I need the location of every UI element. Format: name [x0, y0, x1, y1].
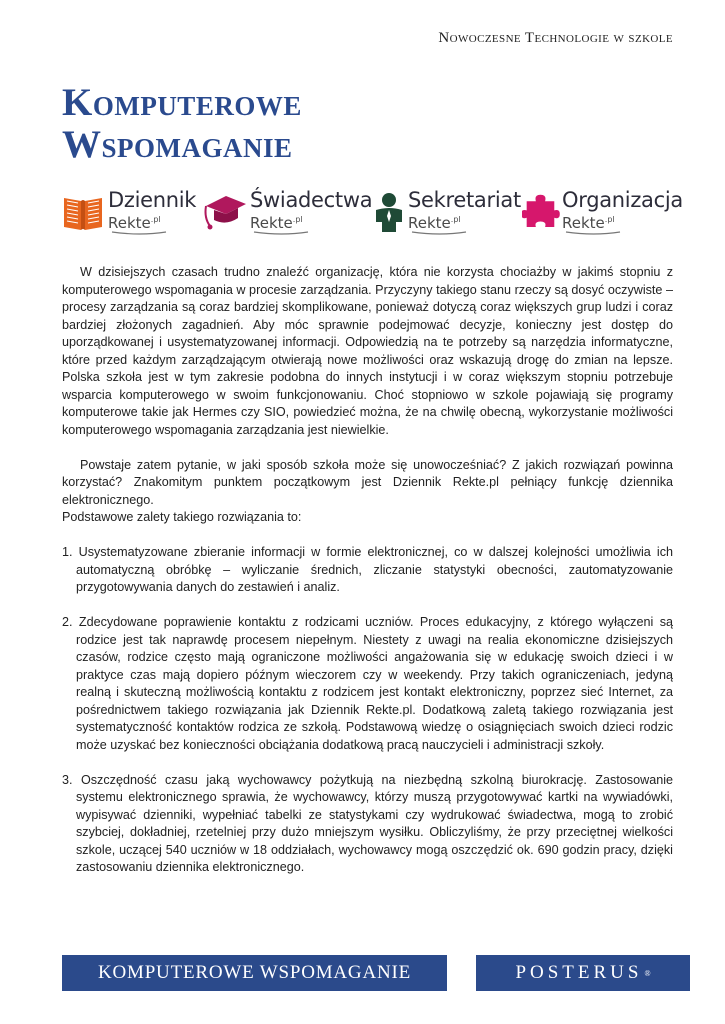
logo-dziennik-brand: Rekte$^{.pl}$: [108, 214, 161, 232]
logo-swiadectwa-brand: Rekte$^{.pl}$: [250, 214, 303, 232]
person-icon: [372, 192, 406, 232]
header-tagline: Nowoczesne Technologie w szkole: [438, 30, 673, 46]
article-body: [62, 264, 673, 877]
logo-sekretariat-brand: Rekte$^{.pl}$: [408, 214, 461, 232]
footer-section-label: KOMPUTEROWE WSPOMAGANIE: [62, 955, 447, 991]
product-logos: [62, 188, 682, 240]
graduation-cap-icon: [202, 192, 248, 232]
logo-dziennik-name: Dziennik: [108, 188, 197, 212]
swoosh-icon: [410, 230, 470, 236]
list-item-2: 2. Zdecydowane poprawienie kontaktu z rodzicami uczniów. Proces edukacyjny, z którego wyłączeni są rodzice jest tak naprawdę procesem niepełnym. Niestety z uwagi na realia ekonomiczne dzisiejszych czasów, rodzice często mają ograniczone możliwości angażowania się w edukację swoich dzieci i w praktyce czas mają dopiero późnym wieczorem czy w weekendy. Przy takich ograniczeniach, jedyną realną i skuteczną możliwością kontaktu z rodzicem jest kontakt elektroniczny, poprzez sieć Internet, za pośrednictwem takiego rozwiązania jak Dziennik Rekte.pl. Dodatkową zaletą takiego rozwiązania jest systematyczność kontaktów rodzica ze szkołą. Podstawową wiedzę o osiągnięciach swoich dzieci rodzic może uzyskać bez konieczności obciążania dodatkową pracą nauczycieli i administracji szkoły.: [62, 615, 673, 752]
logo-swiadectwa-name: Świadectwa: [250, 188, 373, 212]
swoosh-icon: [110, 230, 170, 236]
book-icon: [62, 192, 104, 232]
paragraph-question: Powstaje zatem pytanie, w jaki sposób szkoła może się unowocześniać? Z jakich rozwiązań powinna korzystać? Znakomitym punktem początkowym jest Dziennik Rekte.pl pełniący funkcję dziennika elektronicznego.: [62, 457, 673, 507]
list-item-3: 3. Oszczędność czasu jaką wychowawcy pożytkują na niezbędną szkolną biurokrację. Zastosowanie systemu elektronicznego sprawia, że wychowawcy, którzy muszą przygotowywać kartki na wywiadówki, wypisywać dzienniki, wypełniać tabelki ze statystykami czy wydrukować świadectwa, mogą to zrobić szybciej, dokładniej, rzetelniej przy dużo mniejszym wysiłku. Obliczyliśmy, że przy przeciętnej wielkości szkole, uczącej 540 uczniów w 18 oddziałach, wychowawcy mogą oszczędzić ok. 690 godzin pracy, dzięki zastosowaniu dziennika elektronicznego.: [62, 772, 673, 874]
logo-swiadectwa: [202, 188, 372, 240]
list-item-1: 1. Usystematyzowane zbieranie informacji w formie elektronicznej, co w dalszej kolejności umożliwia ich automatyczną obróbkę – wyliczanie średnich, zliczanie statystyki obecności, zautomatyzowanie przygotowywania danych do zestawień i analiz.: [62, 545, 673, 594]
footer-brand-logo: [476, 955, 690, 991]
swoosh-icon: [252, 230, 312, 236]
title-line-2: Wspomaganie: [62, 123, 293, 166]
logo-dziennik: [62, 188, 212, 240]
logo-organizacja-brand: Rekte$^{.pl}$: [562, 214, 615, 232]
logo-sekretariat: [372, 188, 522, 240]
puzzle-icon: [522, 192, 560, 232]
paragraph-advantages-lead: Podstawowe zalety takiego rozwiązania to:: [62, 510, 302, 524]
title-line-1: Komputerowe: [62, 81, 302, 124]
paragraph-intro: W dzisiejszych czasach trudno znaleźć organizację, która nie korzysta chociażby w jakimś stopniu z komputerowego wspomagania w procesie zarządzania. Przyczyny takiego stanu rzeczy są dosyć oczywiste – procesy zarządzania są coraz bardziej skomplikowane, ponieważ dotyczą coraz większych grup ludzi i coraz bardziej złożonych zagadnień. Aby móc sprawnie podejmować decyzje, konieczny jest dostęp do uporządkowanej i usystematyzowanej informacji. Odpowiedzią na te potrzeby są narzędzia informatyczne, które przed każdym zarządzającym otwierają nowe możliwości oraz wskazują drogę do zmian na lepsze. Polska szkoła jest w tym zakresie podobna do innych instytucji i w coraz większym stopniu potrzebuje wsparcia komputerowego w swoim funkcjonowaniu. Choć stopniowo w szkole pojawiają się programy komputerowe takie jak Hermes czy SIO, powiedzieć można, że na chwilę obecną, wykorzystanie możliwości komputerowego wspomagania zarządzania jest niewielkie.: [62, 265, 673, 437]
logo-organizacja-name: Organizacja: [562, 188, 683, 212]
page-title: [62, 82, 302, 166]
logo-sekretariat-name: Sekretariat: [408, 188, 521, 212]
swoosh-icon: [564, 230, 624, 236]
footer-brand-name: POSTERUS: [515, 962, 643, 983]
footer-brand-mark: ®: [644, 968, 651, 978]
logo-organizacja: [522, 188, 682, 240]
